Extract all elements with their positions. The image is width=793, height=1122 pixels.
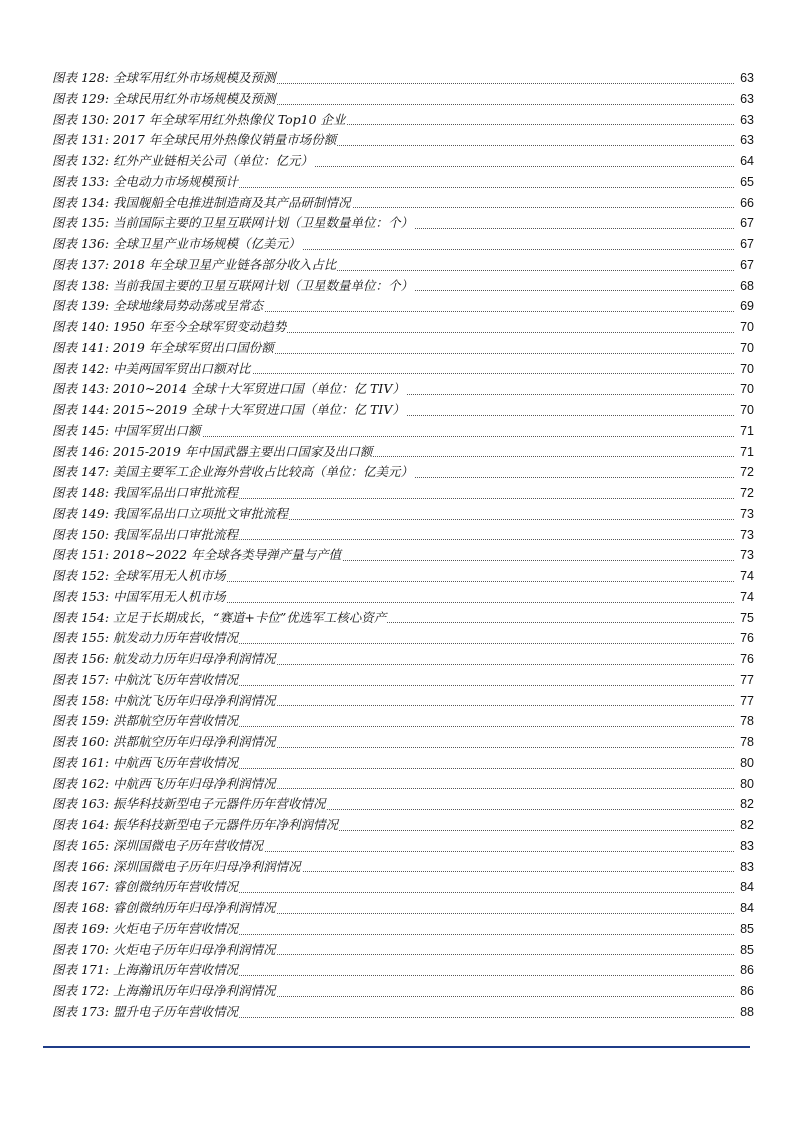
toc-entry-label[interactable]: 图表 138: 当前我国主要的卫星互联网计划（卫星数量单位：个） xyxy=(52,276,414,297)
toc-entry-label[interactable]: 图表 136: 全球卫星产业市场规模（亿美元） xyxy=(52,234,302,255)
toc-entry[interactable] xyxy=(52,940,754,961)
toc-entry-page-number[interactable]: 63 xyxy=(739,68,754,89)
toc-entry-label[interactable]: 图表 148: 我国军品出口审批流程 xyxy=(52,483,239,504)
toc-entry[interactable] xyxy=(52,296,754,317)
toc-entry-label[interactable]: 图表 130: 2017 年全球军用红外热像仪 Top10 企业 xyxy=(52,110,347,131)
toc-entry[interactable] xyxy=(52,960,754,981)
toc-entry-label[interactable]: 图表 132: 红外产业链相关公司（单位：亿元） xyxy=(52,151,314,172)
toc-entry-label[interactable]: 图表 168: 睿创微纳历年归母净利润情况 xyxy=(52,898,277,919)
toc-entry-page-number[interactable]: 69 xyxy=(739,296,754,317)
toc-entry[interactable] xyxy=(52,442,754,463)
toc-entry-label[interactable]: 图表 141: 2019 年全球军贸出口国份额 xyxy=(52,338,275,359)
toc-entry[interactable] xyxy=(52,483,754,504)
toc-entry-page-number[interactable]: 71 xyxy=(739,421,754,442)
toc-entry-page-number[interactable]: 75 xyxy=(739,608,754,629)
toc-entry-page-number[interactable]: 83 xyxy=(739,836,754,857)
toc-entry[interactable] xyxy=(52,68,754,89)
toc-entry[interactable] xyxy=(52,504,754,525)
toc-entry-label[interactable]: 图表 173: 盟升电子历年营收情况 xyxy=(52,1002,239,1023)
toc-entry-page-number[interactable]: 84 xyxy=(739,898,754,919)
toc-entry-label[interactable]: 图表 131: 2017 年全球民用外热像仪销量市场份额 xyxy=(52,130,337,151)
toc-entry[interactable] xyxy=(52,110,754,131)
toc-entry-label[interactable]: 图表 151: 2018~2022 年全球各类导弹产量与产值 xyxy=(52,545,342,566)
toc-entry-label[interactable]: 图表 150: 我国军品出口审批流程 xyxy=(52,525,239,546)
toc-entry[interactable] xyxy=(52,981,754,1002)
toc-entry-label[interactable]: 图表 137: 2018 年全球卫星产业链各部分收入占比 xyxy=(52,255,337,276)
toc-entry-page-number[interactable]: 78 xyxy=(739,732,754,753)
toc-entry[interactable] xyxy=(52,317,754,338)
toc-entry-page-number[interactable]: 86 xyxy=(739,960,754,981)
toc-entry-label[interactable]: 图表 134: 我国舰船全电推进制造商及其产品研制情况 xyxy=(52,193,352,214)
toc-entry-page-number[interactable]: 78 xyxy=(739,711,754,732)
toc-entry[interactable] xyxy=(52,151,754,172)
toc-entry-label[interactable]: 图表 166: 深圳国微电子历年归母净利润情况 xyxy=(52,857,302,878)
toc-entry[interactable] xyxy=(52,89,754,110)
toc-entry[interactable] xyxy=(52,255,754,276)
toc-entry-page-number[interactable]: 73 xyxy=(739,504,754,525)
toc-entry[interactable] xyxy=(52,421,754,442)
toc-entry-label[interactable]: 图表 170: 火炬电子历年归母净利润情况 xyxy=(52,940,277,961)
toc-entry[interactable] xyxy=(52,753,754,774)
toc-entry-label[interactable]: 图表 129: 全球民用红外市场规模及预测 xyxy=(52,89,277,110)
toc-entry[interactable] xyxy=(52,628,754,649)
toc-entry-label[interactable]: 图表 144: 2015~2019 全球十大军贸进口国（单位：亿 TIV） xyxy=(52,400,406,421)
toc-entry-label[interactable]: 图表 155: 航发动力历年营收情况 xyxy=(52,628,239,649)
toc-entry-label[interactable]: 图表 142: 中美两国军贸出口额对比 xyxy=(52,359,252,380)
toc-entry-page-number[interactable]: 63 xyxy=(739,110,754,131)
toc-entry-label[interactable]: 图表 158: 中航沈飞历年归母净利润情况 xyxy=(52,691,277,712)
toc-entry-page-number[interactable]: 63 xyxy=(739,89,754,110)
toc-entry-label[interactable]: 图表 135: 当前国际主要的卫星互联网计划（卫星数量单位：个） xyxy=(52,213,414,234)
toc-entry[interactable] xyxy=(52,919,754,940)
toc-entry[interactable] xyxy=(52,836,754,857)
toc-entry-page-number[interactable]: 72 xyxy=(739,462,754,483)
toc-entry-page-number[interactable]: 82 xyxy=(739,794,754,815)
toc-entry-page-number[interactable]: 76 xyxy=(739,628,754,649)
table-of-figures xyxy=(52,68,754,1023)
toc-entry-label[interactable]: 图表 133: 全电动力市场规模预计 xyxy=(52,172,239,193)
toc-entry-page-number[interactable]: 70 xyxy=(739,379,754,400)
footer-divider xyxy=(43,1046,750,1048)
toc-entry[interactable] xyxy=(52,172,754,193)
toc-entry[interactable] xyxy=(52,649,754,670)
toc-entry-label[interactable]: 图表 167: 睿创微纳历年营收情况 xyxy=(52,877,239,898)
toc-entry-label[interactable]: 图表 154: 立足于长期成长，“赛道+卡位”优选军工核心资产 xyxy=(52,608,387,629)
toc-entry-page-number[interactable]: 80 xyxy=(739,774,754,795)
toc-entry[interactable] xyxy=(52,525,754,546)
toc-entry-label[interactable]: 图表 146: 2015-2019 年中国武器主要出口国家及出口额 xyxy=(52,442,373,463)
toc-entry-page-number[interactable]: 77 xyxy=(739,670,754,691)
toc-entry-label[interactable]: 图表 165: 深圳国微电子历年营收情况 xyxy=(52,836,264,857)
toc-entry[interactable] xyxy=(52,130,754,151)
toc-entry-page-number[interactable]: 70 xyxy=(739,338,754,359)
toc-entry[interactable] xyxy=(52,732,754,753)
toc-entry-page-number[interactable]: 67 xyxy=(739,213,754,234)
toc-entry-page-number[interactable]: 70 xyxy=(739,400,754,421)
toc-entry-label[interactable]: 图表 160: 洪都航空历年归母净利润情况 xyxy=(52,732,277,753)
toc-entry-label[interactable]: 图表 159: 洪都航空历年营收情况 xyxy=(52,711,239,732)
toc-entry-page-number[interactable]: 68 xyxy=(739,276,754,297)
toc-entry-label[interactable]: 图表 169: 火炬电子历年营收情况 xyxy=(52,919,239,940)
toc-entry[interactable] xyxy=(52,608,754,629)
toc-entry-page-number[interactable]: 71 xyxy=(739,442,754,463)
toc-entry-page-number[interactable]: 64 xyxy=(739,151,754,172)
toc-entry[interactable] xyxy=(52,234,754,255)
toc-entry[interactable] xyxy=(52,898,754,919)
toc-entry[interactable] xyxy=(52,670,754,691)
toc-entry[interactable] xyxy=(52,691,754,712)
toc-entry-label[interactable]: 图表 139: 全球地缘局势动荡或呈常态 xyxy=(52,296,264,317)
toc-entry[interactable] xyxy=(52,794,754,815)
toc-entry-page-number[interactable]: 76 xyxy=(739,649,754,670)
toc-entry[interactable] xyxy=(52,400,754,421)
toc-entry-page-number[interactable]: 84 xyxy=(739,877,754,898)
toc-entry[interactable] xyxy=(52,379,754,400)
toc-entry-label[interactable]: 图表 140: 1950 年至今全球军贸变动趋势 xyxy=(52,317,287,338)
toc-entry-label[interactable]: 图表 149: 我国军品出口立项批文审批流程 xyxy=(52,504,289,525)
toc-entry-page-number[interactable]: 73 xyxy=(739,545,754,566)
toc-entry-label[interactable]: 图表 171: 上海瀚讯历年营收情况 xyxy=(52,960,239,981)
toc-entry[interactable] xyxy=(52,338,754,359)
toc-entry-label[interactable]: 图表 145: 中国军贸出口额 xyxy=(52,421,202,442)
toc-entry-page-number[interactable]: 70 xyxy=(739,317,754,338)
toc-entry-label[interactable]: 图表 172: 上海瀚讯历年归母净利润情况 xyxy=(52,981,277,1002)
toc-entry-page-number[interactable]: 86 xyxy=(739,981,754,1002)
toc-entry-page-number[interactable]: 85 xyxy=(739,919,754,940)
toc-entry-page-number[interactable]: 63 xyxy=(739,130,754,151)
toc-entry-page-number[interactable]: 85 xyxy=(739,940,754,961)
toc-entry[interactable] xyxy=(52,359,754,380)
toc-entry-page-number[interactable]: 77 xyxy=(739,691,754,712)
toc-entry[interactable] xyxy=(52,566,754,587)
toc-entry-page-number[interactable]: 74 xyxy=(739,587,754,608)
toc-entry-label[interactable]: 图表 157: 中航沈飞历年营收情况 xyxy=(52,670,239,691)
toc-entry[interactable] xyxy=(52,462,754,483)
toc-entry-page-number[interactable]: 67 xyxy=(739,255,754,276)
toc-entry-page-number[interactable]: 67 xyxy=(739,234,754,255)
toc-entry[interactable] xyxy=(52,587,754,608)
toc-entry-label[interactable]: 图表 153: 中国军用无人机市场 xyxy=(52,587,227,608)
toc-entry[interactable] xyxy=(52,711,754,732)
toc-entry-label[interactable]: 图表 163: 振华科技新型电子元器件历年营收情况 xyxy=(52,794,327,815)
toc-entry-page-number[interactable]: 82 xyxy=(739,815,754,836)
toc-entry-page-number[interactable]: 70 xyxy=(739,359,754,380)
toc-entry-label[interactable]: 图表 156: 航发动力历年归母净利润情况 xyxy=(52,649,277,670)
toc-entry-page-number[interactable]: 88 xyxy=(739,1002,754,1023)
toc-entry[interactable] xyxy=(52,774,754,795)
toc-entry-label[interactable]: 图表 152: 全球军用无人机市场 xyxy=(52,566,227,587)
toc-entry[interactable] xyxy=(52,213,754,234)
toc-entry-page-number[interactable]: 72 xyxy=(739,483,754,504)
toc-entry-page-number[interactable]: 73 xyxy=(739,525,754,546)
toc-entry-label[interactable]: 图表 164: 振华科技新型电子元器件历年净利润情况 xyxy=(52,815,339,836)
toc-entry[interactable] xyxy=(52,815,754,836)
toc-entry-label[interactable]: 图表 147: 美国主要军工企业海外营收占比较高（单位：亿美元） xyxy=(52,462,414,483)
toc-entry[interactable] xyxy=(52,545,754,566)
toc-entry-label[interactable]: 图表 143: 2010~2014 全球十大军贸进口国（单位：亿 TIV） xyxy=(52,379,406,400)
toc-entry-label[interactable]: 图表 162: 中航西飞历年归母净利润情况 xyxy=(52,774,277,795)
toc-entry[interactable] xyxy=(52,857,754,878)
toc-entry[interactable] xyxy=(52,877,754,898)
toc-entry[interactable] xyxy=(52,1002,754,1023)
toc-entry-label[interactable]: 图表 161: 中航西飞历年营收情况 xyxy=(52,753,239,774)
toc-entry[interactable] xyxy=(52,193,754,214)
toc-entry-page-number[interactable]: 74 xyxy=(739,566,754,587)
toc-entry-page-number[interactable]: 65 xyxy=(739,172,754,193)
toc-entry-page-number[interactable]: 80 xyxy=(739,753,754,774)
toc-entry-label[interactable]: 图表 128: 全球军用红外市场规模及预测 xyxy=(52,68,277,89)
toc-entry[interactable] xyxy=(52,276,754,297)
toc-entry-page-number[interactable]: 83 xyxy=(739,857,754,878)
toc-entry-page-number[interactable]: 66 xyxy=(739,193,754,214)
